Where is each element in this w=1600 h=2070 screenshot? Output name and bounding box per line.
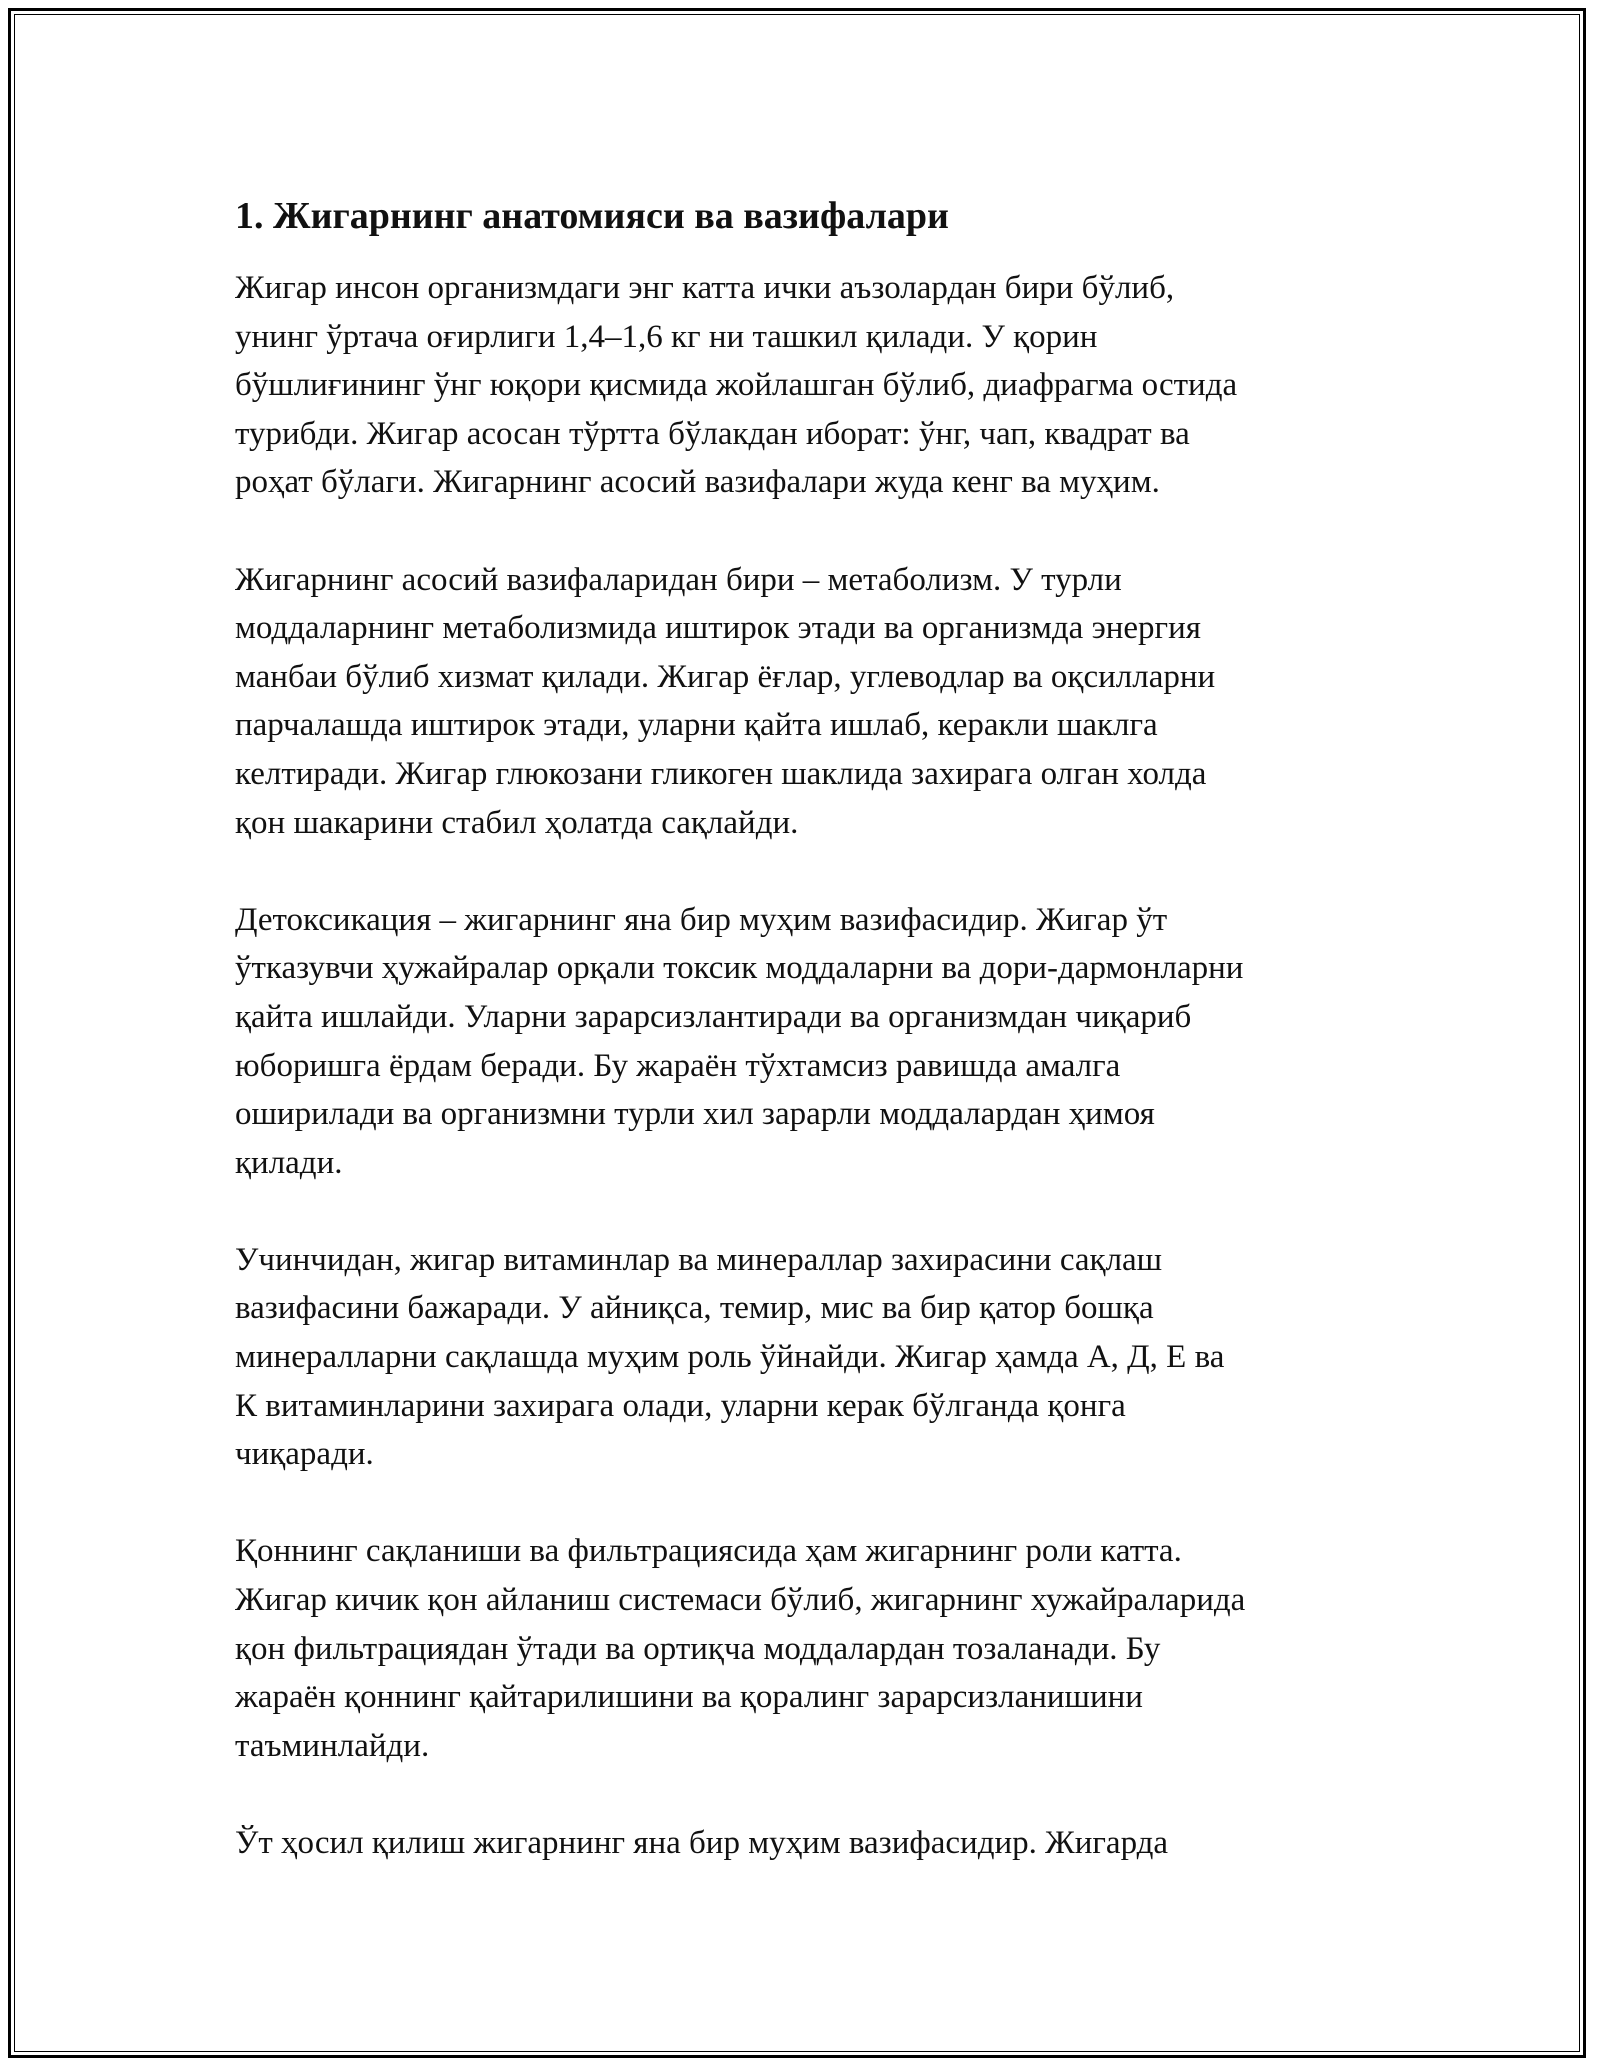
- text-line: моддаларнинг метаболизмида иштирок этади ва организмда энергия: [235, 610, 1201, 647]
- text-line: Детоксикация – жигарнинг яна бир муҳим вазифасидир. Жигар ўт: [235, 901, 1168, 938]
- text-line: Жигарнинг асосий вазифаларидан бири – метаболизм. У турли: [235, 561, 1122, 598]
- text-line: К витаминларини захирага олади, уларни керак бўлганда қонга: [235, 1387, 1126, 1424]
- text-line: Жигар кичик қон айланиш системаси бўлиб, жигарнинг хужайраларида: [235, 1582, 1246, 1619]
- text-line: манбаи бўлиб хизмат қилади. Жигар ёғлар, углеводлар ва оқсилларни: [235, 658, 1216, 695]
- text-line: турибди. Жигар асосан тўртта бўлакдан иборат: ўнг, чап, квадрат ва: [235, 415, 1190, 452]
- section-title: 1. Жигарнинг анатомияси ва вазифалари: [235, 195, 949, 237]
- text-line: парчалашда иштирок этади, уларни қайта ишлаб, керакли шаклга: [235, 707, 1158, 744]
- paragraph: [235, 1236, 1375, 1479]
- text-line: роҳат бўлаги. Жигарнинг асосий вазифалари жуда кенг ва муҳим.: [235, 464, 1160, 501]
- text-line: қон фильтрациядан ўтади ва ортиқча моддалардан тозаланади. Бу: [235, 1630, 1161, 1667]
- text-line: қайта ишлайди. Уларни зарарсизлантиради ва организмдан чиқариб: [235, 998, 1192, 1035]
- text-line: Қоннинг сақланиши ва фильтрациясида ҳам жигарнинг роли катта.: [235, 1533, 1182, 1570]
- text-line: минералларни сақлашда муҳим роль ўйнайди. Жигар ҳамда А, Д, Е ва: [235, 1339, 1225, 1376]
- text-line: таъминлайди.: [235, 1727, 430, 1764]
- paragraph: [235, 1819, 1375, 1868]
- text-line: Жигар инсон организмдаги энг катта ички аъзолардан бири бўлиб,: [235, 270, 1175, 306]
- text-line: юборишга ёрдам беради. Бу жараён тўхтамсиз равишда амалга: [235, 1047, 1121, 1084]
- paragraph: [235, 1527, 1375, 1770]
- text-line: вазифасини бажаради. У айниқса, темир, мис ва бир қатор бошқа: [235, 1290, 1154, 1327]
- paragraph: [235, 264, 1375, 507]
- text-line: оширилади ва организмни турли хил зарарли моддалардан ҳимоя: [235, 1096, 1155, 1133]
- text-line: жараён қоннинг қайтарилишини ва қоралинг зарарсизланишини: [235, 1679, 1143, 1716]
- text-line: қон шакарини стабил ҳолатда сақлайди.: [235, 804, 799, 841]
- text-line: келтиради. Жигар глюкозани гликоген шаклида захирага олган холда: [235, 755, 1207, 792]
- text-line: унинг ўртача оғирлиги 1,4–1,6 кг ни ташкил қилади. У қорин: [235, 318, 1098, 355]
- paragraph: [235, 896, 1375, 1188]
- document-body: [235, 188, 1375, 1916]
- text-line: Учинчидан, жигар витаминлар ва минераллар захирасини сақлаш: [235, 1241, 1163, 1278]
- text-line: қилади.: [235, 1144, 343, 1181]
- text-line: чиқаради.: [235, 1436, 374, 1473]
- text-line: Ўт ҳосил қилиш жигарнинг яна бир муҳим вазифасидир. Жигарда: [235, 1825, 1169, 1861]
- text-line: бўшлиғининг ўнг юқори қисмида жойлашган бўлиб, диафрагма остида: [235, 367, 1238, 404]
- paragraph: [235, 556, 1375, 848]
- text-line: ўтказувчи ҳужайралар орқали токсик моддаларни ва дори-дармонларни: [235, 950, 1244, 987]
